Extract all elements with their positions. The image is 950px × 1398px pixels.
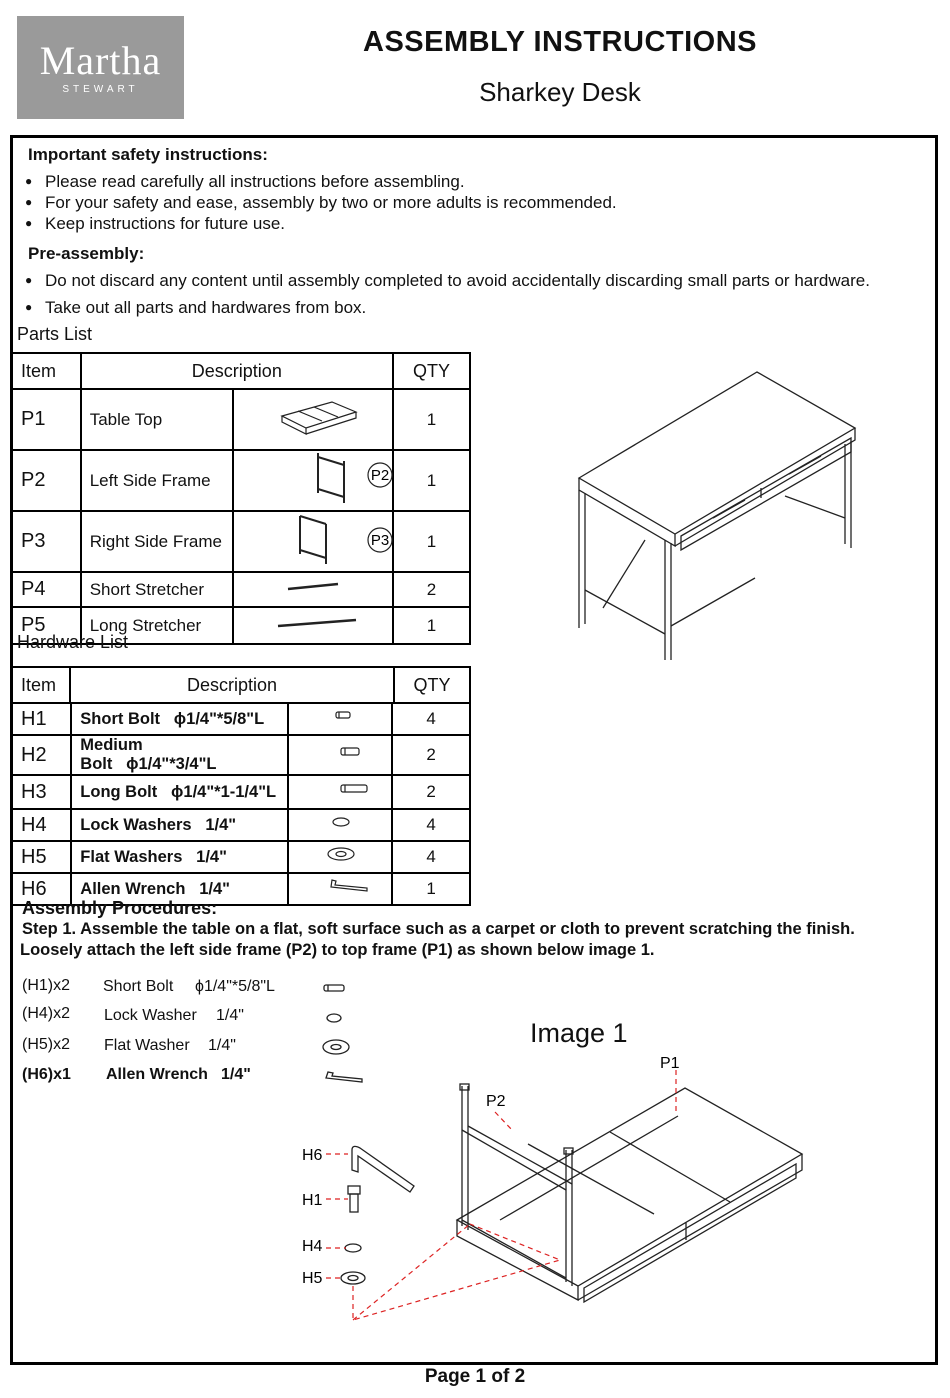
- hw-qty: 4: [392, 703, 470, 735]
- hw-image: [288, 775, 392, 809]
- proc-spec: 1/4": [208, 1037, 236, 1054]
- desk-illustration: [575, 368, 865, 668]
- hw-name: Long Bolt: [80, 782, 158, 801]
- part-id: P5: [12, 607, 81, 644]
- safety-item: ● For your safety and ease, assembly by two or more adults is recommended.: [25, 193, 617, 213]
- callout-h6: H6: [302, 1147, 323, 1164]
- part-qty: 1: [393, 450, 470, 511]
- right-side-frame-image: [233, 511, 393, 572]
- hw-name: Medium Bolt: [80, 736, 143, 773]
- hw-name: Lock Washers: [80, 815, 192, 834]
- proc-qty: (H5)x2: [22, 1036, 71, 1053]
- hw-id: H4: [12, 809, 71, 841]
- lock-washer-icon: [327, 1014, 341, 1022]
- hw-name: Allen Wrench: [80, 879, 186, 898]
- callout-h4: H4: [302, 1238, 323, 1255]
- part-id: P4: [12, 572, 81, 607]
- parts-list-heading: Parts List: [17, 324, 93, 344]
- proc-name: Lock Washer: [104, 1007, 197, 1024]
- page-number: Page 1 of 2: [424, 1366, 526, 1387]
- table-row: [12, 841, 470, 873]
- parts-header-qty: QTY: [393, 353, 470, 389]
- hw-description: [71, 809, 288, 841]
- proc-spec: 1/4": [216, 1007, 244, 1024]
- left-side-frame-image: [233, 450, 393, 511]
- part-name: Short Stretcher: [81, 572, 233, 607]
- part-name: Long Stretcher: [81, 607, 233, 644]
- callout-p2: P2: [486, 1093, 506, 1110]
- hw-image: [288, 735, 392, 775]
- hw-name: Short Bolt: [80, 709, 161, 728]
- table-row: [12, 450, 470, 511]
- hw-qty: 1: [392, 873, 470, 905]
- short-bolt-icon: [324, 985, 344, 991]
- hw-spec: ϕ1/4"*3/4"L: [126, 755, 217, 773]
- table-row: [12, 775, 470, 809]
- table-top-image: [233, 389, 393, 450]
- hw-spec: 1/4": [199, 879, 230, 898]
- parts-table: [11, 352, 471, 645]
- table-row: [12, 703, 470, 735]
- parts-header-desc: Description: [81, 353, 393, 389]
- hw-qty: 2: [392, 775, 470, 809]
- hw-id: H1: [12, 703, 71, 735]
- step1-line1: Step 1. Assemble the table on a flat, soft surface such as a carpet or cloth to prevent scratching the finish.: [22, 920, 855, 938]
- proc-qty: (H6)x1: [22, 1066, 71, 1083]
- hw-id: H6: [12, 873, 71, 905]
- image1-illustration: [290, 1050, 810, 1330]
- part-id: P3: [12, 511, 81, 572]
- part-qty: 1: [393, 389, 470, 450]
- p3-tag: P3: [370, 532, 389, 549]
- hw-id: H3: [12, 775, 71, 809]
- p2-tag: P2: [370, 467, 389, 484]
- proc-qty: (H4)x2: [22, 1005, 71, 1022]
- short-bolt-icon: [336, 712, 350, 718]
- brand-logo: [17, 16, 184, 119]
- table-row: [12, 511, 470, 572]
- document-subtitle: Sharkey Desk: [479, 77, 641, 107]
- part-name: Table Top: [81, 389, 233, 450]
- hw-description: [71, 703, 288, 735]
- lock-washer-icon: [333, 818, 349, 826]
- hw-description: [71, 775, 288, 809]
- preassembly-heading: Pre-assembly:: [28, 244, 145, 263]
- short-stretcher-image: [233, 572, 393, 607]
- long-bolt-icon: [341, 785, 367, 792]
- table-row: [12, 735, 470, 775]
- table-row: [12, 389, 470, 450]
- document-title: ASSEMBLY INSTRUCTIONS: [363, 26, 757, 58]
- hw-name: Flat Washers: [80, 847, 183, 866]
- hw-description: [71, 735, 288, 775]
- hw-qty: 2: [392, 735, 470, 775]
- procedures-heading: Assembly Procedures:: [22, 898, 218, 918]
- hw-header-qty: QTY: [394, 667, 470, 703]
- preassembly-item: ● Do not discard any content until assembly completed to avoid accidentally discarding small parts or hardware.: [25, 271, 870, 291]
- part-name: Right Side Frame: [81, 511, 233, 572]
- hw-image: [288, 873, 392, 905]
- part-qty: 1: [393, 511, 470, 572]
- part-id: P1: [12, 389, 81, 450]
- proc-name: Short Bolt: [103, 978, 174, 995]
- hw-spec: 1/4": [196, 847, 227, 866]
- allen-wrench-icon: [331, 880, 367, 891]
- hw-spec: ϕ1/4"*5/8"L: [173, 709, 265, 728]
- logo-sub: STEWART: [62, 84, 139, 95]
- callout-p1: P1: [660, 1055, 680, 1072]
- hw-spec: ϕ1/4"*1-1/4"L: [171, 782, 277, 801]
- part-qty: 2: [393, 572, 470, 607]
- hw-spec: 1/4": [205, 815, 237, 834]
- proc-spec: 1/4": [221, 1066, 251, 1083]
- proc-spec: ϕ1/4"*5/8"L: [195, 978, 275, 995]
- hw-id: H5: [12, 841, 71, 873]
- long-stretcher-image: [233, 607, 393, 644]
- table-row: [12, 572, 470, 607]
- part-qty: 1: [393, 607, 470, 644]
- hw-description: [71, 841, 288, 873]
- parts-header-item: Item: [12, 353, 81, 389]
- proc-name: Flat Washer: [104, 1037, 190, 1054]
- hw-header-item: Item: [12, 667, 70, 703]
- image1-title: Image 1: [530, 1018, 628, 1048]
- safety-item: ● Please read carefully all instructions before assembling.: [25, 172, 465, 192]
- hw-qty: 4: [392, 809, 470, 841]
- callout-h1: H1: [302, 1192, 323, 1209]
- hw-image: [288, 703, 392, 735]
- step1-line2: Loosely attach the left side frame (P2) to top frame (P1) as shown below image 1.: [20, 941, 655, 959]
- proc-qty: (H1)x2: [22, 977, 71, 994]
- proc-name: Allen Wrench: [106, 1066, 208, 1083]
- hw-image: [288, 841, 392, 873]
- flat-washer-icon: [328, 848, 354, 860]
- hw-image: [288, 809, 392, 841]
- callout-h5: H5: [302, 1270, 323, 1287]
- safety-item: ● Keep instructions for future use.: [25, 214, 285, 234]
- hardware-list-heading: Hardware List: [17, 632, 129, 652]
- hw-header-desc: Description: [70, 667, 394, 703]
- logo-brand: Martha: [39, 38, 162, 83]
- hardware-table: [11, 666, 471, 704]
- hw-qty: 4: [392, 841, 470, 873]
- part-id: P2: [12, 450, 81, 511]
- hw-id: H2: [12, 735, 71, 775]
- table-row: [12, 809, 470, 841]
- part-name: Left Side Frame: [81, 450, 233, 511]
- safety-heading: Important safety instructions:: [28, 145, 268, 164]
- medium-bolt-icon: [341, 748, 359, 755]
- preassembly-item: ● Take out all parts and hardwares from box.: [25, 298, 366, 318]
